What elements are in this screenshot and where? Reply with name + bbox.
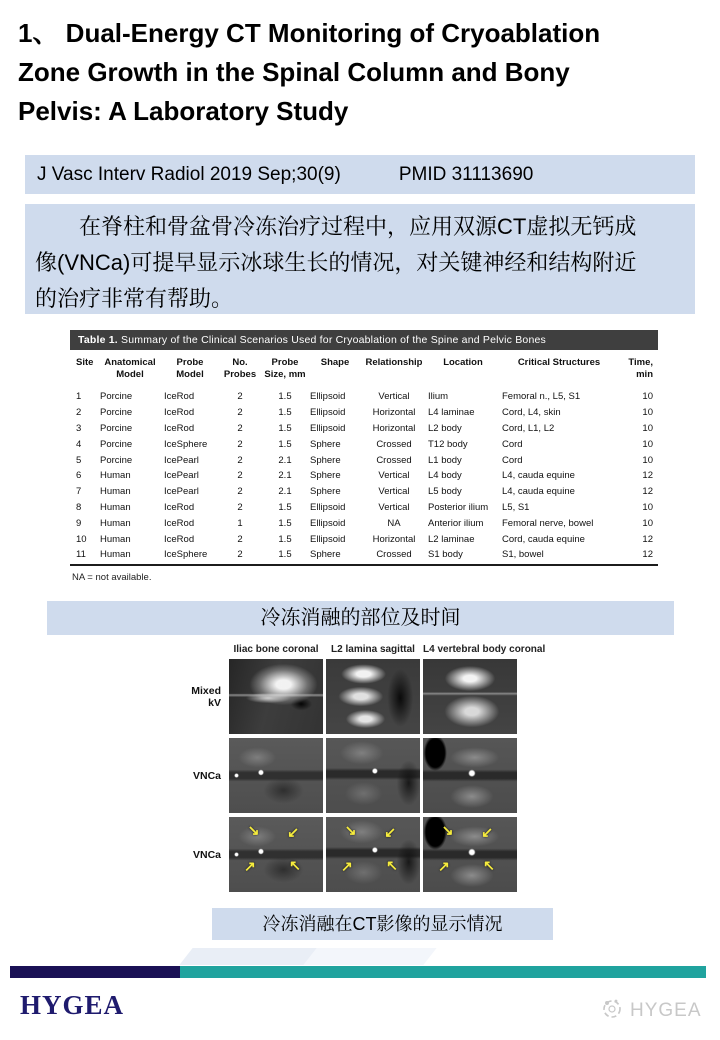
table-title-text: Summary of the Clinical Scenarios Used for Cryoablation of the Spine and Pelvic Bones [117, 334, 546, 346]
table-cell: L4 body [428, 470, 462, 482]
table-row [70, 548, 658, 565]
table-cell: Porcine [100, 407, 133, 419]
table-row [70, 453, 658, 469]
table-cell: Vertical [378, 486, 410, 498]
clinical-table-figure [70, 330, 658, 583]
table-cell: 12 [642, 486, 653, 498]
table-cell: 10 [642, 391, 653, 403]
table-row [70, 390, 658, 406]
table-cell: IcePearl [164, 470, 199, 482]
table-cell: 1.5 [278, 549, 292, 561]
table-cell: L5 body [428, 486, 462, 498]
table-cell: IceSphere [164, 549, 208, 561]
hygea-watermark [600, 996, 702, 1025]
summary-block [25, 204, 695, 314]
clinical-table [70, 352, 658, 566]
table-cell: Ellipsoid [310, 533, 346, 545]
table-cell: L1 body [428, 454, 462, 466]
table-cell: 2.1 [278, 470, 292, 482]
figure-column-label: Iliac bone coronal [233, 644, 319, 655]
annotation-arrow: ↘ [344, 822, 357, 838]
figure-column-label: L2 lamina sagittal [331, 644, 415, 655]
table-cell: 1.5 [278, 501, 292, 513]
table-cell: 1.5 [278, 533, 292, 545]
figure-row-label: VNCa [192, 848, 221, 861]
table-cell: IceRod [164, 391, 195, 403]
table-cell: T12 body [428, 438, 468, 450]
table-cell: 9 [76, 517, 82, 529]
annotation-arrow: ↖ [289, 856, 301, 873]
annotation-arrow: ↙ [384, 823, 396, 840]
table-cell: 10 [642, 438, 653, 450]
footer-bar-teal [180, 966, 706, 978]
table-cell: 2.1 [278, 486, 292, 498]
table-cell: IceRod [164, 422, 195, 434]
table-cell: L4 laminae [428, 407, 475, 419]
table-header-cell: Location [443, 357, 483, 368]
table-cell: Human [100, 486, 131, 498]
table-cell: 2 [237, 549, 243, 561]
table-header-cell: Probe Size, mm [264, 357, 306, 380]
table-caption-bar: 冷冻消融的部位及时间 [47, 601, 674, 635]
figure-column-label: L4 vertebral body coronal [423, 644, 546, 655]
footer-decoration [303, 948, 436, 965]
table-row [70, 516, 658, 532]
table-cell: Crossed [376, 454, 412, 466]
table-cell: 2 [237, 454, 243, 466]
table-cell: Vertical [378, 470, 410, 482]
table-cell: Crossed [376, 549, 412, 561]
table-cell: 2 [237, 501, 243, 513]
table-footnote: NA = not available. [72, 571, 152, 583]
page-title-line: 1、 Dual-Energy CT Monitoring of Cryoablation [18, 18, 601, 48]
table-header-cell: Probe Model [176, 357, 204, 380]
annotation-arrow: ↖ [386, 856, 398, 873]
table-cell: Human [100, 501, 131, 513]
table-header-cell: Time, min [628, 357, 653, 380]
table-cell: Sphere [310, 486, 341, 498]
table-cell: 8 [76, 501, 82, 513]
table-cell: 1.5 [278, 422, 292, 434]
table-cell: Horizontal [372, 407, 416, 419]
table-cell: 1.5 [278, 391, 292, 403]
table-cell: Cord [502, 454, 523, 466]
table-row [70, 500, 658, 516]
annotation-arrow: ↗ [244, 858, 256, 874]
table-cell: L4, cauda equine [502, 470, 575, 482]
watermark-text: HYGEA [630, 999, 702, 1021]
table-cell: Cord, cauda equine [502, 533, 585, 545]
table-cell: Ellipsoid [310, 407, 346, 419]
table-cell: Femoral n., L5, S1 [502, 391, 581, 403]
table-header-cell: Relationship [365, 357, 423, 368]
table-cell: S1 body [428, 549, 463, 561]
table-cell: IcePearl [164, 454, 199, 466]
table-cell: Horizontal [372, 533, 416, 545]
ct-image [326, 817, 420, 892]
table-cell: 2 [237, 422, 243, 434]
table-row [70, 406, 658, 422]
globe-icon [600, 996, 624, 1025]
table-cell: 2 [237, 486, 243, 498]
table-cell: Cord [502, 438, 523, 450]
table-header-row [70, 352, 658, 390]
table-row [70, 485, 658, 501]
table-cell: 3 [76, 422, 82, 434]
table-cell: 5 [76, 454, 82, 466]
table-cell: Cord, L4, skin [502, 407, 561, 419]
annotation-arrow: ↖ [483, 856, 495, 873]
ct-image [423, 738, 517, 813]
table-cell: 1.5 [278, 438, 292, 450]
table-cell: Vertical [378, 391, 410, 403]
table-row [70, 421, 658, 437]
table-body [70, 390, 658, 565]
page-title-line: Zone Growth in the Spinal Column and Bony [18, 57, 570, 87]
pmid-text: PMID 31113690 [398, 163, 534, 185]
table-cell: Human [100, 470, 131, 482]
table-cell: Anterior ilium [428, 517, 484, 529]
table-cell: Ellipsoid [310, 517, 346, 529]
table-header-cell: Shape [320, 357, 350, 368]
table-cell: Crossed [376, 438, 412, 450]
table-cell: Human [100, 533, 131, 545]
table-cell: S1, bowel [502, 549, 544, 561]
table-cell: Human [100, 517, 131, 529]
page-title [18, 14, 710, 131]
summary-line: 在脊柱和骨盆骨冷冻治疗过程中，应用双源CT虚拟无钙成 [79, 214, 637, 239]
table-cell: IceRod [164, 407, 195, 419]
footer-bar-navy [10, 966, 180, 978]
table-header-cell: Site [76, 357, 94, 368]
annotation-arrow: ↘ [247, 822, 260, 838]
table-cell: Porcine [100, 391, 133, 403]
table-cell: IceRod [164, 501, 195, 513]
hygea-logo: HYGEA [20, 990, 125, 1020]
table-cell: 4 [76, 438, 82, 450]
table-cell: 10 [76, 533, 87, 545]
figure-grid [180, 644, 546, 892]
table-cell: L5, S1 [502, 501, 530, 513]
table-cell: Ellipsoid [310, 422, 346, 434]
table-header-cell: Critical Structures [517, 357, 601, 368]
table-cell: 2 [237, 533, 243, 545]
annotation-arrow: ↘ [441, 822, 454, 838]
table-cell: 10 [642, 501, 653, 513]
annotation-arrow: ↙ [481, 823, 493, 840]
table-cell: 2 [237, 470, 243, 482]
table-title [70, 330, 658, 350]
ct-image [229, 659, 323, 734]
table-cell: Porcine [100, 454, 133, 466]
annotation-arrow: ↗ [341, 858, 353, 874]
ct-image [326, 659, 420, 734]
table-row [70, 532, 658, 548]
table-cell: 10 [642, 407, 653, 419]
annotation-arrow: ↗ [438, 858, 450, 874]
ct-image [423, 817, 517, 892]
table-cell: 11 [76, 549, 86, 561]
journal-reference: J Vasc Interv Radiol 2019 Sep;30(9) [37, 163, 341, 185]
summary-line: 的治疗非常有帮助。 [35, 286, 234, 311]
table-cell: 10 [642, 422, 653, 434]
page-title-line: Pelvis: A Laboratory Study [18, 96, 349, 126]
table-cell: 2 [237, 391, 243, 403]
table-cell: 2 [76, 407, 82, 419]
summary-line: 像(VNCa)可提早显示冰球生长的情况，对关键神经和结构附近 [35, 250, 637, 275]
table-cell: 12 [642, 470, 653, 482]
table-cell: 6 [76, 470, 82, 482]
ct-image [229, 817, 323, 892]
table-cell: NA [387, 517, 401, 529]
table-cell: Femoral nerve, bowel [502, 517, 594, 529]
table-cell: Porcine [100, 438, 133, 450]
table-cell: 7 [76, 486, 82, 498]
figure-caption-bar: 冷冻消融在CT影像的显示情况 [212, 908, 553, 940]
table-cell: L2 body [428, 422, 462, 434]
ct-image [423, 659, 517, 734]
table-cell: Ellipsoid [310, 391, 346, 403]
table-cell: Cord, L1, L2 [502, 422, 555, 434]
table-cell: 10 [642, 517, 653, 529]
table-cell: Horizontal [372, 422, 416, 434]
table-cell: IcePearl [164, 486, 199, 498]
ct-image [326, 738, 420, 813]
table-cell: Sphere [310, 470, 341, 482]
table-cell: 10 [642, 454, 653, 466]
figure-row-label: Mixed kV [191, 684, 221, 709]
table-cell: 12 [642, 549, 653, 561]
ct-image [229, 738, 323, 813]
table-cell: Vertical [378, 501, 410, 513]
table-cell: Porcine [100, 422, 133, 434]
table-cell: IceRod [164, 517, 195, 529]
table-row [70, 437, 658, 453]
table-cell: 2 [237, 407, 243, 419]
table-cell: IceRod [164, 533, 195, 545]
table-header-cell: No. Probes [223, 357, 257, 380]
table-cell: 2.1 [278, 454, 292, 466]
table-cell: 2 [237, 438, 243, 450]
table-cell: 1.5 [278, 517, 292, 529]
annotation-arrow: ↙ [287, 823, 299, 840]
table-cell: Human [100, 549, 131, 561]
figure-row-label: VNCa [192, 769, 221, 782]
table-cell: 1 [76, 391, 82, 403]
table-cell: Ilium [428, 391, 449, 403]
table-cell: 1 [237, 517, 243, 529]
table-row [70, 469, 658, 485]
table-cell: 12 [642, 533, 653, 545]
table-header-cell: Anatomical Model [104, 357, 156, 380]
table-title-label: Table 1. [78, 334, 118, 346]
table-cell: 1.5 [278, 407, 292, 419]
table-cell: IceSphere [164, 438, 208, 450]
table-cell: L2 laminae [428, 533, 475, 545]
citation-bar [25, 155, 695, 194]
table-cell: Ellipsoid [310, 501, 346, 513]
table-cell: Sphere [310, 454, 341, 466]
table-cell: Posterior ilium [428, 501, 489, 513]
table-cell: Sphere [310, 549, 341, 561]
table-cell: Sphere [310, 438, 341, 450]
table-cell: L4, cauda equine [502, 486, 575, 498]
